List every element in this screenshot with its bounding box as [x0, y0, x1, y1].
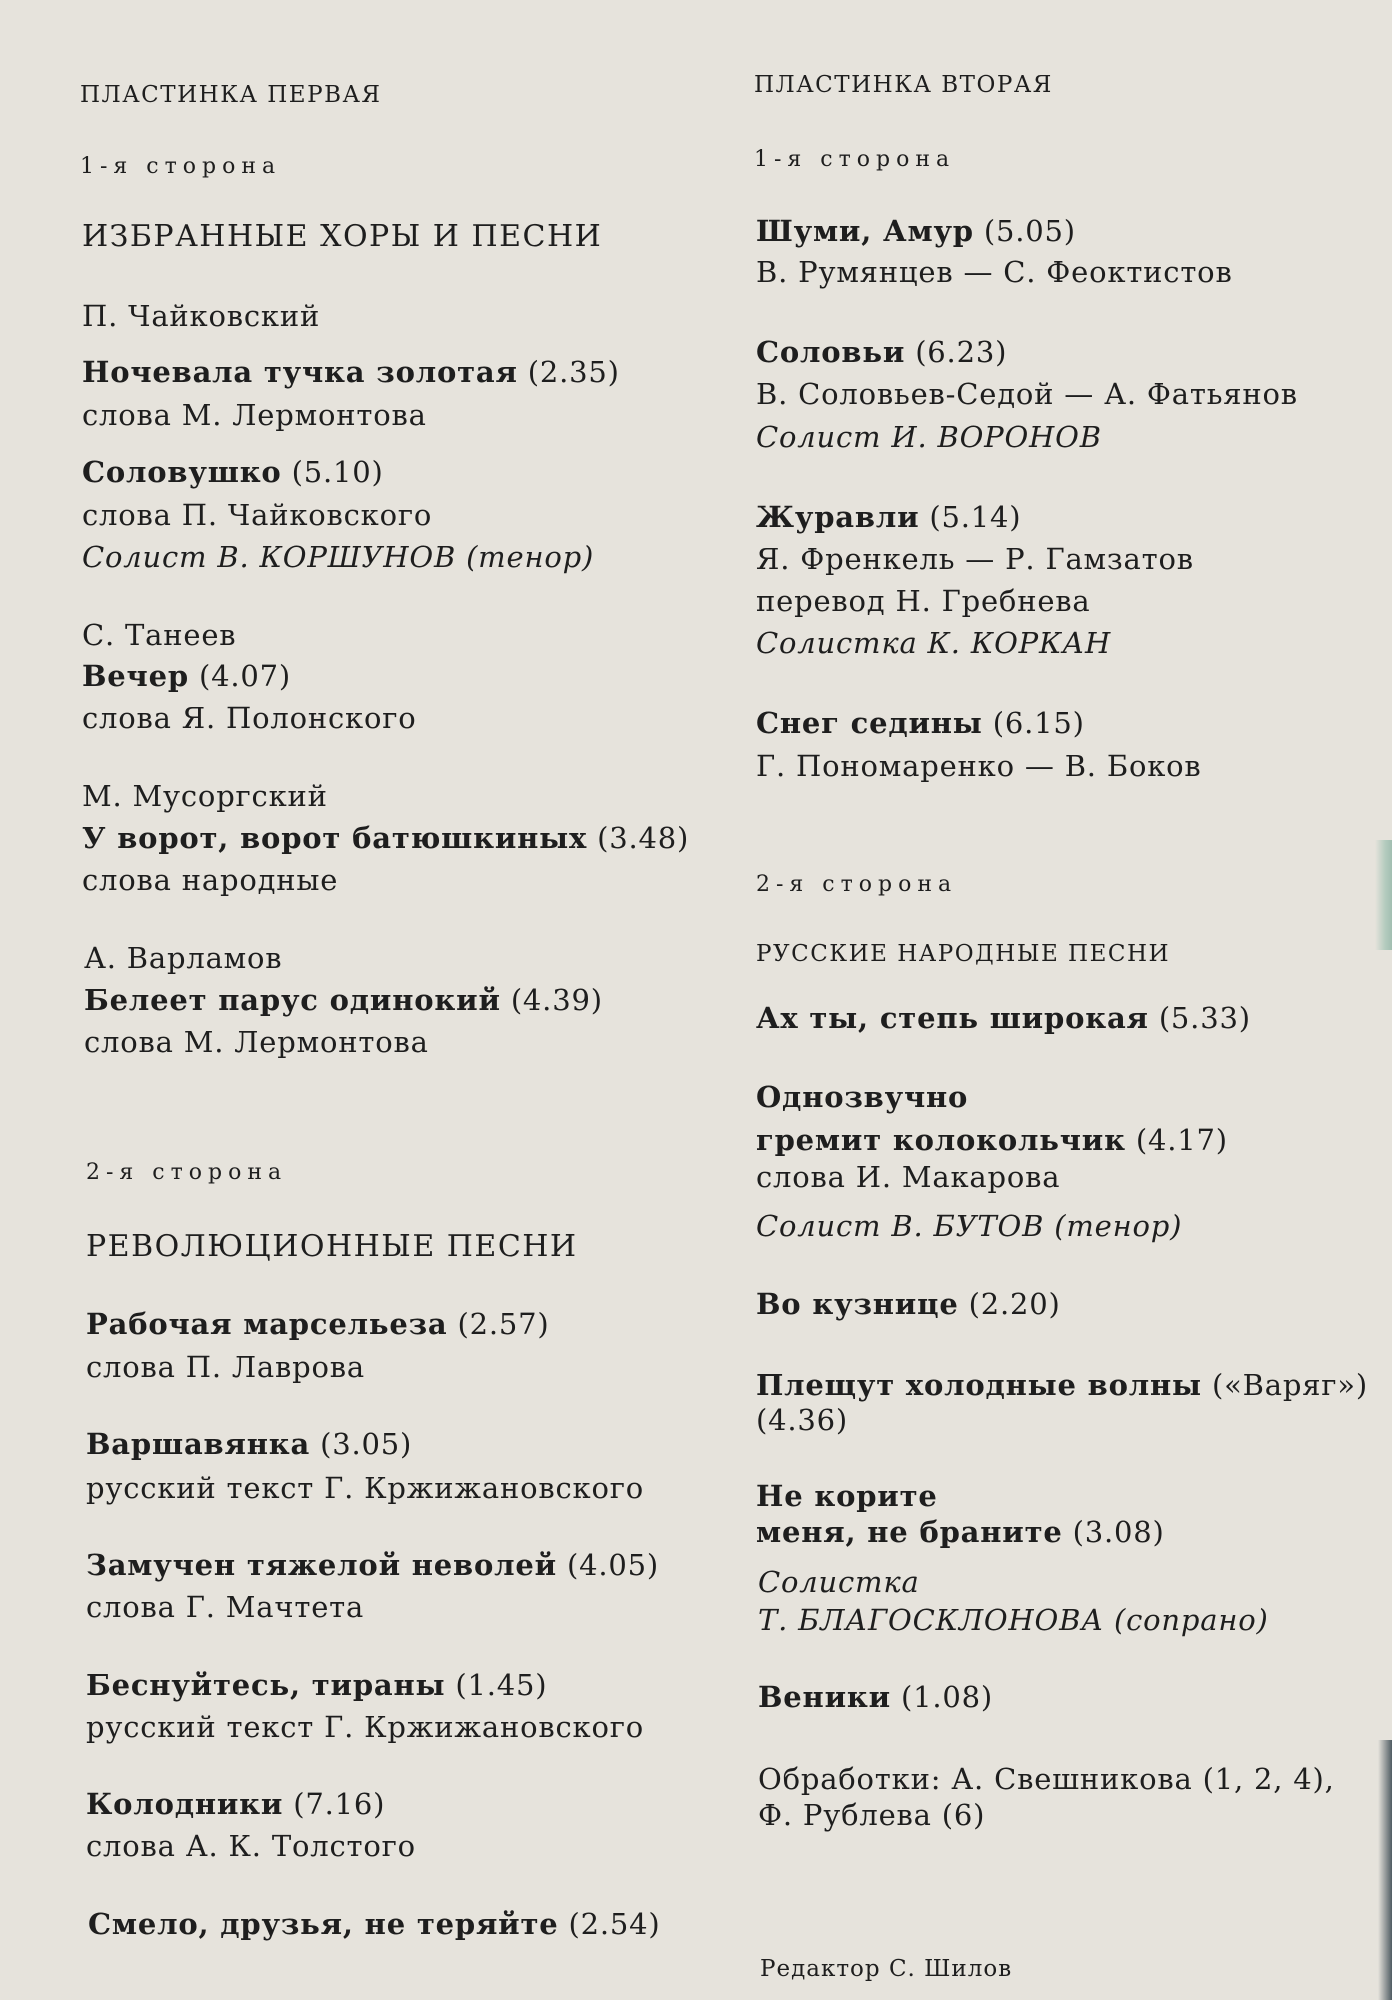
song-title-line: [86, 1548, 659, 1582]
song-title-line: [756, 500, 1022, 534]
song-duration: (4.39): [510, 983, 603, 1017]
song-title-line: [756, 706, 1085, 740]
song-title-line: [86, 1668, 548, 1702]
record2-heading: ПЛАСТИНКА ВТОРАЯ: [754, 72, 1053, 98]
song-duration: (7.16): [293, 1787, 386, 1821]
song-title-line: [86, 1427, 413, 1461]
arrangements-line: Обработки: А. Свешникова (1, 2, 4),: [758, 1762, 1335, 1796]
song-credit: перевод Н. Гребнева: [756, 584, 1091, 618]
song-title: Журавли: [756, 500, 920, 534]
song-title: Не корите: [756, 1479, 938, 1513]
song-title: Белеет парус одинокий: [84, 983, 501, 1017]
song-title: Однозвучно: [756, 1080, 969, 1114]
song-title: Рабочая марсельеза: [86, 1307, 448, 1341]
song-credit: В. Соловьев-Седой — А. Фатьянов: [756, 377, 1298, 411]
song-duration: (5.14): [929, 500, 1022, 534]
song-duration: (5.05): [983, 214, 1076, 248]
song-title: Смело, друзья, не теряйте: [88, 1907, 559, 1941]
song-title: гремит колокольчик: [756, 1123, 1126, 1157]
song-title: Беснуйтесь, тираны: [86, 1668, 446, 1702]
song-title: Снег седины: [756, 706, 983, 740]
song-title-line: [86, 1307, 550, 1341]
song-credit: Г. Пономаренко — В. Боков: [756, 749, 1202, 783]
song-title-line: [82, 455, 384, 489]
song-soloist: Солистка: [758, 1565, 920, 1599]
song-title-line: [756, 335, 1008, 369]
song-duration: (4.05): [567, 1548, 659, 1582]
song-duration: (4.36): [756, 1403, 848, 1437]
song-title: Соловьи: [756, 335, 906, 369]
song-title: Колодники: [86, 1787, 284, 1821]
song-duration: (5.10): [291, 455, 384, 489]
song-credit: слова Г. Мачтета: [86, 1590, 365, 1624]
song-title-line: [756, 1287, 1061, 1321]
song-title: Веники: [758, 1680, 891, 1714]
song-duration: (4.17): [1135, 1123, 1228, 1157]
record1-side1-label: 1-я сторона: [80, 154, 282, 179]
song-title-line: [758, 1680, 993, 1714]
song-title-line: [84, 983, 603, 1017]
song-credit: слова М. Лермонтова: [82, 398, 427, 432]
song-credit: слова П. Лаврова: [86, 1350, 365, 1384]
song-title-line: [756, 1001, 1251, 1035]
song-title-line: [82, 355, 620, 389]
song-title-line: [82, 659, 291, 693]
song-title: Варшавянка: [86, 1427, 311, 1461]
song-title: Ночевала тучка золотая: [82, 355, 518, 389]
song-title: У ворот, ворот батюшкиных: [82, 821, 588, 855]
song-credit: русский текст Г. Кржижановского: [86, 1710, 644, 1744]
record2-side1-label: 1-я сторона: [754, 147, 956, 172]
song-credit: слова М. Лермонтова: [84, 1025, 429, 1059]
record2-side2-title: РУССКИЕ НАРОДНЫЕ ПЕСНИ: [756, 941, 1171, 967]
record1-heading: ПЛАСТИНКА ПЕРВАЯ: [80, 82, 382, 108]
song-title: Замучен тяжелой неволей: [86, 1548, 557, 1582]
composer-tchaikovsky: П. Чайковский: [82, 299, 321, 333]
composer-mussorgsky: М. Мусоргский: [82, 779, 328, 813]
song-soloist: Солистка К. КОРКАН: [756, 626, 1112, 660]
composer-taneyev: С. Танеев: [82, 618, 237, 652]
song-title-line: [756, 214, 1076, 248]
song-duration: (1.08): [900, 1680, 993, 1714]
composer-varlamov: А. Варламов: [84, 941, 283, 975]
song-credit: слова П. Чайковского: [82, 498, 433, 532]
song-credit: слова народные: [82, 863, 339, 897]
editor-credit: Редактор С. Шилов: [760, 1956, 1013, 1982]
song-title-line: [756, 1368, 1368, 1402]
song-title: Соловушко: [82, 455, 282, 489]
song-credit: слова А. К. Толстого: [86, 1829, 416, 1863]
song-title: Вечер: [82, 659, 189, 693]
arrangements-line: Ф. Рублева (6): [758, 1798, 986, 1832]
song-duration: (1.45): [455, 1668, 548, 1702]
song-credit: В. Румянцев — С. Феоктистов: [756, 255, 1233, 289]
song-title-line: [82, 821, 690, 855]
song-title: меня, не браните: [756, 1515, 1063, 1549]
song-duration: (6.15): [992, 706, 1085, 740]
song-duration: (3.08): [1072, 1515, 1165, 1549]
song-credit: Я. Френкель — Р. Гамзатов: [756, 542, 1194, 576]
song-subtitle: («Варяг»): [1211, 1368, 1368, 1402]
song-soloist: Солист В. КОРШУНОВ (тенор): [82, 540, 595, 574]
paper-edge-shadow: [1378, 1740, 1392, 2000]
song-duration: (3.48): [597, 821, 690, 855]
song-title-line: [86, 1787, 386, 1821]
record1-side2-title: РЕВОЛЮЦИОННЫЕ ПЕСНИ: [86, 1229, 578, 1264]
song-duration: (3.05): [320, 1427, 413, 1461]
song-duration: (2.54): [568, 1907, 661, 1941]
song-credit: слова И. Макарова: [756, 1160, 1061, 1194]
song-title: Шуми, Амур: [756, 214, 974, 248]
song-soloist: Солист В. БУТОВ (тенор): [756, 1209, 1183, 1243]
song-soloist: Т. БЛАГОСКЛОНОВА (сопрано): [758, 1603, 1269, 1637]
song-duration: (4.07): [198, 659, 291, 693]
song-title-line: [88, 1907, 661, 1941]
song-credit: русский текст Г. Кржижановского: [86, 1471, 644, 1505]
song-duration: (6.23): [915, 335, 1008, 369]
song-title-line: [756, 1515, 1165, 1549]
song-credit: слова Я. Полонского: [82, 701, 417, 735]
song-duration: (2.35): [527, 355, 620, 389]
song-duration: (2.57): [457, 1307, 550, 1341]
record1-side2-label: 2-я сторона: [86, 1160, 288, 1185]
song-title: Плещут холодные волны: [756, 1368, 1202, 1402]
record1-side1-title: ИЗБРАННЫЕ ХОРЫ И ПЕСНИ: [82, 219, 603, 254]
record2-side2-label: 2-я сторона: [756, 872, 958, 897]
song-title-line: [756, 1123, 1228, 1157]
song-title: Во кузнице: [756, 1287, 959, 1321]
song-soloist: Солист И. ВОРОНОВ: [756, 420, 1102, 454]
song-duration: (5.33): [1158, 1001, 1251, 1035]
song-title: Ах ты, степь широкая: [756, 1001, 1149, 1035]
paper-edge-mark: [1375, 840, 1392, 950]
song-duration: (2.20): [968, 1287, 1061, 1321]
